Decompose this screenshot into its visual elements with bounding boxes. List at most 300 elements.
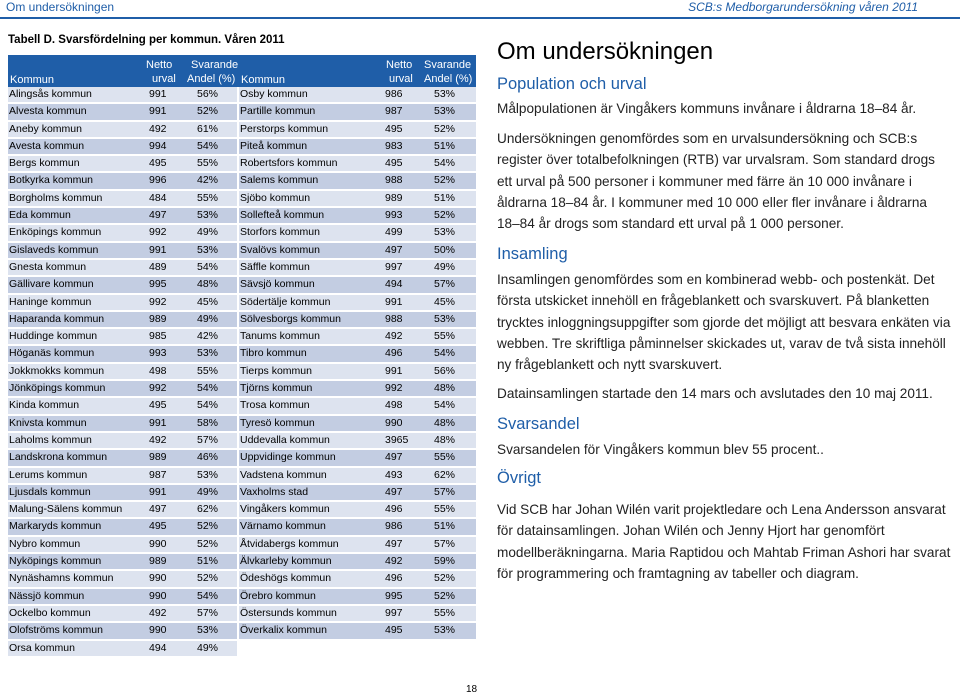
netto-urval-value: 988 — [385, 312, 403, 325]
svarande-andel-value: 53% — [197, 347, 219, 360]
netto-urval-value: 489 — [149, 260, 167, 273]
netto-urval-value: 989 — [149, 555, 167, 568]
svarande-andel-value: 49% — [197, 485, 219, 498]
row-left-half — [8, 191, 237, 206]
netto-urval-value: 494 — [149, 641, 167, 654]
kommun-name: Haninge kommun — [9, 295, 92, 308]
kommun-name: Svalövs kommun — [240, 243, 320, 256]
svarande-andel-value: 48% — [197, 278, 219, 291]
kommun-name: Alingsås kommun — [9, 88, 92, 100]
svarande-andel-value: 53% — [434, 624, 456, 637]
table-row — [8, 537, 476, 554]
kommun-name: Tibro kommun — [240, 347, 307, 360]
paragraph-insamling-1: Insamlingen genomfördes som en kombinerad webb- och postenkät. Det första utskicket innehöll en frågeblankett och svarskuvert. På blanketten trycktes inloggningsuppgifter som gjorde det möjligt att besvara enkäten via webben. Tre skriftliga påminnelser skickades ut, varav de två sista innehöll ny frågeblankett och nytt svarskuvert. — [497, 272, 951, 373]
page-title: Om undersökningen — [497, 38, 714, 65]
table-row — [8, 381, 476, 398]
row-left-half — [8, 433, 237, 448]
row-right-half — [239, 312, 476, 327]
svarande-andel-value: 49% — [434, 260, 456, 273]
svarande-andel-value: 49% — [197, 641, 219, 654]
svarande-andel-value: 49% — [197, 312, 219, 325]
header-svarande-right: Svarande — [424, 59, 472, 71]
table-row — [8, 554, 476, 571]
row-left-half — [8, 156, 237, 171]
svarande-andel-value: 52% — [197, 105, 219, 118]
header-netto-left: Netto — [146, 59, 173, 71]
svarande-andel-value: 55% — [197, 364, 219, 377]
netto-urval-value: 991 — [385, 295, 403, 308]
svarande-andel-value: 54% — [434, 347, 456, 360]
kommun-name: Sävsjö kommun — [240, 278, 315, 291]
row-right-half — [239, 208, 476, 223]
header-kommun-left: Kommun — [10, 74, 55, 86]
row-right-half — [239, 554, 476, 569]
svarande-andel-value: 54% — [434, 399, 456, 412]
row-left-half — [8, 450, 237, 465]
page-header — [0, 0, 960, 16]
kommun-name: Bergs kommun — [9, 157, 80, 170]
row-left-half — [8, 208, 237, 223]
svarande-andel-value: 46% — [197, 451, 219, 464]
header-urval-right: urval — [389, 73, 413, 85]
svarande-andel-value: 52% — [197, 537, 219, 550]
section-heading-population: Population och urval — [497, 75, 647, 93]
kommun-name: Avesta kommun — [9, 139, 85, 152]
svarande-andel-value: 55% — [434, 330, 456, 343]
kommun-name: Eda kommun — [9, 209, 71, 222]
table-row — [8, 519, 476, 536]
svarande-andel-value: 56% — [197, 88, 219, 100]
netto-urval-value: 988 — [385, 174, 403, 187]
row-left-half — [8, 139, 237, 154]
section-heading-insamling: Insamling — [497, 245, 568, 263]
row-left-half — [8, 87, 237, 102]
header-publication-title: SCB:s Medborgarundersökning våren 2011 — [688, 0, 918, 14]
section-heading-svarsandel: Svarsandel — [497, 415, 580, 433]
kommun-name: Åtvidabergs kommun — [240, 537, 339, 550]
netto-urval-value: 497 — [149, 209, 167, 222]
netto-urval-value: 991 — [149, 485, 167, 498]
kommun-name: Botkyrka kommun — [9, 174, 94, 187]
netto-urval-value: 484 — [149, 191, 167, 204]
table-row — [8, 225, 476, 242]
svarande-andel-value: 52% — [434, 174, 456, 187]
svarande-andel-value: 52% — [434, 589, 456, 602]
row-left-half — [8, 312, 237, 327]
row-right-half — [239, 346, 476, 361]
kommun-name: Södertälje kommun — [240, 295, 331, 308]
netto-urval-value: 495 — [385, 122, 403, 135]
row-left-half — [8, 623, 237, 638]
kommun-name: Tyresö kommun — [240, 416, 315, 429]
kommun-name: Borgholms kommun — [9, 191, 103, 204]
kommun-name: Robertsfors kommun — [240, 157, 338, 170]
netto-urval-value: 495 — [149, 157, 167, 170]
kommun-name: Jönköpings kommun — [9, 382, 106, 395]
kommun-name: Höganäs kommun — [9, 347, 95, 360]
netto-urval-value: 992 — [149, 226, 167, 239]
table-row — [8, 87, 476, 104]
kommun-name: Ockelbo kommun — [9, 606, 91, 619]
svarande-andel-value: 52% — [434, 209, 456, 222]
row-right-half — [239, 225, 476, 240]
netto-urval-value: 995 — [149, 278, 167, 291]
kommun-name: Trosa kommun — [240, 399, 310, 412]
row-right-half — [239, 433, 476, 448]
svarande-andel-value: 45% — [434, 295, 456, 308]
netto-urval-value: 995 — [385, 589, 403, 602]
netto-urval-value: 994 — [149, 139, 167, 152]
svarande-andel-value: 53% — [197, 624, 219, 637]
svarande-andel-value: 55% — [197, 191, 219, 204]
paragraph-svarsandel: Svarsandelen för Vingåkers kommun blev 55 procent.. — [497, 442, 824, 457]
netto-urval-value: 492 — [385, 330, 403, 343]
netto-urval-value: 990 — [149, 589, 167, 602]
table-row — [8, 485, 476, 502]
row-right-half — [239, 364, 476, 379]
svarande-andel-value: 51% — [434, 139, 456, 152]
row-right-half — [239, 589, 476, 604]
kommun-name: Landskrona kommun — [9, 451, 108, 464]
netto-urval-value: 989 — [149, 312, 167, 325]
netto-urval-value: 3965 — [385, 433, 409, 446]
kommun-name: Tanums kommun — [240, 330, 320, 343]
svarande-andel-value: 48% — [434, 382, 456, 395]
svarande-andel-value: 54% — [197, 589, 219, 602]
svarande-andel-value: 51% — [434, 520, 456, 533]
header-netto-right: Netto — [386, 59, 413, 71]
kommun-name: Knivsta kommun — [9, 416, 87, 429]
row-right-half — [239, 295, 476, 310]
row-right-half — [239, 329, 476, 344]
netto-urval-value: 990 — [149, 537, 167, 550]
row-right-half — [239, 641, 476, 656]
svarande-andel-value: 54% — [197, 139, 219, 152]
table-row — [8, 156, 476, 173]
netto-urval-value: 991 — [385, 364, 403, 377]
kommun-name: Gällivare kommun — [9, 278, 94, 291]
kommun-name: Vaxholms stad — [240, 485, 309, 498]
row-left-half — [8, 329, 237, 344]
netto-urval-value: 496 — [385, 347, 403, 360]
svarande-andel-value: 42% — [197, 330, 219, 343]
svarande-andel-value: 53% — [197, 243, 219, 256]
netto-urval-value: 497 — [385, 243, 403, 256]
row-left-half — [8, 243, 237, 258]
svarande-andel-value: 50% — [434, 243, 456, 256]
kommun-name: Huddinge kommun — [9, 330, 98, 343]
row-left-half — [8, 225, 237, 240]
netto-urval-value: 997 — [385, 260, 403, 273]
kommun-name: Malung-Sälens kommun — [9, 503, 123, 516]
row-right-half — [239, 243, 476, 258]
netto-urval-value: 986 — [385, 88, 403, 100]
row-right-half — [239, 122, 476, 137]
row-left-half — [8, 295, 237, 310]
table-row — [8, 468, 476, 485]
netto-urval-value: 989 — [385, 191, 403, 204]
header-svarande-left: Svarande — [191, 59, 239, 71]
kommun-name: Ljusdals kommun — [9, 485, 91, 498]
kommun-name: Sölvesborgs kommun — [240, 312, 341, 325]
kommun-name: Partille kommun — [240, 105, 316, 118]
table-row — [8, 623, 476, 640]
table-row — [8, 312, 476, 329]
svarande-andel-value: 52% — [197, 520, 219, 533]
table-row — [8, 450, 476, 467]
row-right-half — [239, 173, 476, 188]
paragraph-population-2: Undersökningen genomfördes som en urvalsundersökning och SCB:s register över totalbefolkningen (RTB) var urvalsram. Som standard drogs ett urval på 500 personer i kommuner med färre än 10 000 invånare i åldrarna 18–84 år. I kommuner med 10 000 eller fler invånare i åldrarna 18–84 år drogs som standard ett urval på 1 000 personer. — [497, 131, 935, 232]
svarande-andel-value: 57% — [197, 433, 219, 446]
netto-urval-value: 497 — [385, 451, 403, 464]
table-row — [8, 398, 476, 415]
table-body — [8, 87, 476, 658]
kommun-name: Värnamo kommun — [240, 520, 326, 533]
row-left-half — [8, 485, 237, 500]
svarande-andel-value: 62% — [434, 468, 456, 481]
svarande-andel-value: 54% — [197, 260, 219, 273]
row-right-half — [239, 571, 476, 586]
row-right-half — [239, 87, 476, 102]
section-heading-ovrigt: Övrigt — [497, 469, 542, 487]
netto-urval-value: 492 — [149, 122, 167, 135]
table-row — [8, 277, 476, 294]
netto-urval-value: 493 — [385, 468, 403, 481]
table-row — [8, 416, 476, 433]
table-row — [8, 243, 476, 260]
kommun-name: Vingåkers kommun — [240, 503, 330, 516]
table-row — [8, 364, 476, 381]
table-row — [8, 139, 476, 156]
table-row — [8, 346, 476, 363]
row-left-half — [8, 502, 237, 517]
netto-urval-value: 498 — [149, 364, 167, 377]
header-kommun-right: Kommun — [241, 74, 286, 86]
netto-urval-value: 495 — [385, 157, 403, 170]
kommun-name: Osby kommun — [240, 88, 308, 100]
table-row — [8, 433, 476, 450]
row-left-half — [8, 641, 237, 656]
svarande-andel-value: 55% — [434, 606, 456, 619]
netto-urval-value: 496 — [385, 572, 403, 585]
svarande-andel-value: 55% — [434, 451, 456, 464]
netto-urval-value: 492 — [149, 433, 167, 446]
row-right-half — [239, 139, 476, 154]
table-row — [8, 502, 476, 519]
kommun-name: Nybro kommun — [9, 537, 81, 550]
svarande-andel-value: 45% — [197, 295, 219, 308]
svarande-andel-value: 57% — [434, 537, 456, 550]
row-left-half — [8, 589, 237, 604]
kommun-name: Orsa kommun — [9, 641, 75, 654]
table-title: Tabell D. Svarsfördelning per kommun. Våren 2011 — [8, 34, 285, 46]
row-right-half — [239, 537, 476, 552]
paragraph-insamling-2: Datainsamlingen startade den 14 mars och avslutades den 10 maj 2011. — [497, 386, 933, 401]
row-right-half — [239, 191, 476, 206]
svarande-andel-value: 58% — [197, 416, 219, 429]
kommun-name: Örebro kommun — [240, 589, 316, 602]
kommun-name: Tjörns kommun — [240, 382, 313, 395]
kommun-name: Uddevalla kommun — [240, 433, 330, 446]
netto-urval-value: 492 — [149, 606, 167, 619]
netto-urval-value: 497 — [385, 485, 403, 498]
netto-urval-value: 991 — [149, 88, 167, 100]
netto-urval-value: 497 — [385, 537, 403, 550]
svarande-andel-value: 57% — [434, 278, 456, 291]
netto-urval-value: 991 — [149, 416, 167, 429]
row-right-half — [239, 502, 476, 517]
row-right-half — [239, 416, 476, 431]
svarande-andel-value: 48% — [434, 416, 456, 429]
svarande-andel-value: 57% — [434, 485, 456, 498]
netto-urval-value: 996 — [149, 174, 167, 187]
kommun-name: Alvesta kommun — [9, 105, 87, 118]
kommun-name: Haparanda kommun — [9, 312, 105, 325]
netto-urval-value: 997 — [385, 606, 403, 619]
row-left-half — [8, 260, 237, 275]
svarande-andel-value: 54% — [197, 382, 219, 395]
row-right-half — [239, 277, 476, 292]
table-row — [8, 606, 476, 623]
svarande-andel-value: 42% — [197, 174, 219, 187]
netto-urval-value: 985 — [149, 330, 167, 343]
svarande-andel-value: 54% — [197, 399, 219, 412]
kommun-name: Lerums kommun — [9, 468, 88, 481]
kommun-name: Gislaveds kommun — [9, 243, 99, 256]
row-right-half — [239, 519, 476, 534]
kommun-name: Salems kommun — [240, 174, 319, 187]
netto-urval-value: 993 — [149, 347, 167, 360]
kommun-name: Uppvidinge kommun — [240, 451, 336, 464]
kommun-name: Tierps kommun — [240, 364, 312, 377]
row-right-half — [239, 156, 476, 171]
svarande-andel-value: 53% — [434, 312, 456, 325]
row-right-half — [239, 104, 476, 119]
netto-urval-value: 495 — [149, 399, 167, 412]
table-row — [8, 641, 476, 658]
kommun-name: Överkalix kommun — [240, 624, 327, 637]
kommun-name: Nässjö kommun — [9, 589, 85, 602]
kommun-name: Aneby kommun — [9, 122, 82, 135]
table-row — [8, 173, 476, 190]
svarande-andel-value: 52% — [434, 122, 456, 135]
row-left-half — [8, 122, 237, 137]
netto-urval-value: 989 — [149, 451, 167, 464]
netto-urval-value: 992 — [149, 295, 167, 308]
row-left-half — [8, 606, 237, 621]
netto-urval-value: 494 — [385, 278, 403, 291]
row-left-half — [8, 571, 237, 586]
svarande-andel-value: 52% — [434, 572, 456, 585]
netto-urval-value: 498 — [385, 399, 403, 412]
row-right-half — [239, 623, 476, 638]
netto-urval-value: 992 — [149, 382, 167, 395]
page-number: 18 — [466, 684, 478, 695]
kommun-name: Nynäshamns kommun — [9, 572, 114, 585]
svarande-andel-value: 48% — [434, 433, 456, 446]
row-left-half — [8, 554, 237, 569]
paragraph-population-1: Målpopulationen är Vingåkers kommuns invånare i åldrarna 18–84 år. — [497, 101, 917, 116]
kommun-name: Markaryds kommun — [9, 520, 102, 533]
netto-urval-value: 497 — [149, 503, 167, 516]
kommun-name: Sjöbo kommun — [240, 191, 311, 204]
row-right-half — [239, 606, 476, 621]
netto-urval-value: 495 — [149, 520, 167, 533]
table-row — [8, 104, 476, 121]
kommun-name: Östersunds kommun — [240, 606, 337, 619]
paragraph-ovrigt: Vid SCB har Johan Wilén varit projektledare och Lena Andersson ansvarat för datainsamlingen. Johan Wilén och Jenny Hjort har genomfört modellberäkningarna. Maria Raptidou och Mahtab Friman Ashori har svarat för programmering och framtagning av tabeller och diagram. — [497, 502, 951, 581]
svarande-andel-value: 51% — [434, 191, 456, 204]
svarande-andel-value: 53% — [434, 88, 456, 100]
row-left-half — [8, 537, 237, 552]
netto-urval-value: 983 — [385, 139, 403, 152]
row-right-half — [239, 260, 476, 275]
row-left-half — [8, 173, 237, 188]
svarande-andel-value: 54% — [434, 157, 456, 170]
svarande-andel-value: 55% — [197, 157, 219, 170]
row-right-half — [239, 398, 476, 413]
table-row — [8, 191, 476, 208]
netto-urval-value: 990 — [149, 624, 167, 637]
kommun-name: Älvkarleby kommun — [240, 555, 332, 568]
header-rule — [0, 17, 960, 19]
table-row — [8, 122, 476, 139]
kommun-name: Säffle kommun — [240, 260, 310, 273]
kommun-name: Jokkmokks kommun — [9, 364, 105, 377]
kommun-name: Vadstena kommun — [240, 468, 327, 481]
row-left-half — [8, 346, 237, 361]
header-urval-left: urval — [152, 73, 176, 85]
svarande-andel-value: 51% — [197, 555, 219, 568]
kommun-name: Piteå kommun — [240, 139, 308, 152]
netto-urval-value: 495 — [385, 624, 403, 637]
svarande-andel-value: 52% — [197, 572, 219, 585]
table-header — [8, 55, 476, 87]
netto-urval-value: 993 — [385, 209, 403, 222]
netto-urval-value: 492 — [385, 555, 403, 568]
header-andel-right: Andel (%) — [424, 73, 473, 85]
svarande-andel-value: 53% — [434, 226, 456, 239]
row-right-half — [239, 468, 476, 483]
netto-urval-value: 991 — [149, 243, 167, 256]
svarande-andel-value: 61% — [197, 122, 219, 135]
kommun-name: Sollefteå kommun — [240, 209, 325, 222]
table-row — [8, 329, 476, 346]
header-andel-left: Andel (%) — [187, 73, 236, 85]
row-left-half — [8, 104, 237, 119]
kommun-name: Storfors kommun — [240, 226, 320, 239]
row-left-half — [8, 519, 237, 534]
netto-urval-value: 499 — [385, 226, 403, 239]
header-section-title: Om undersökningen — [6, 0, 115, 14]
table-row — [8, 589, 476, 606]
kommun-name: Gnesta kommun — [9, 260, 87, 273]
svarande-andel-value: 62% — [197, 503, 219, 516]
netto-urval-value: 496 — [385, 503, 403, 516]
netto-urval-value: 990 — [149, 572, 167, 585]
table-row — [8, 260, 476, 277]
row-left-half — [8, 416, 237, 431]
kommun-name: Perstorps kommun — [240, 122, 329, 135]
table-row — [8, 208, 476, 225]
netto-urval-value: 986 — [385, 520, 403, 533]
row-right-half — [239, 381, 476, 396]
svarande-andel-value: 53% — [434, 105, 456, 118]
row-left-half — [8, 364, 237, 379]
kommun-name: Ödeshögs kommun — [240, 572, 332, 585]
svarande-andel-value: 56% — [434, 364, 456, 377]
row-left-half — [8, 398, 237, 413]
